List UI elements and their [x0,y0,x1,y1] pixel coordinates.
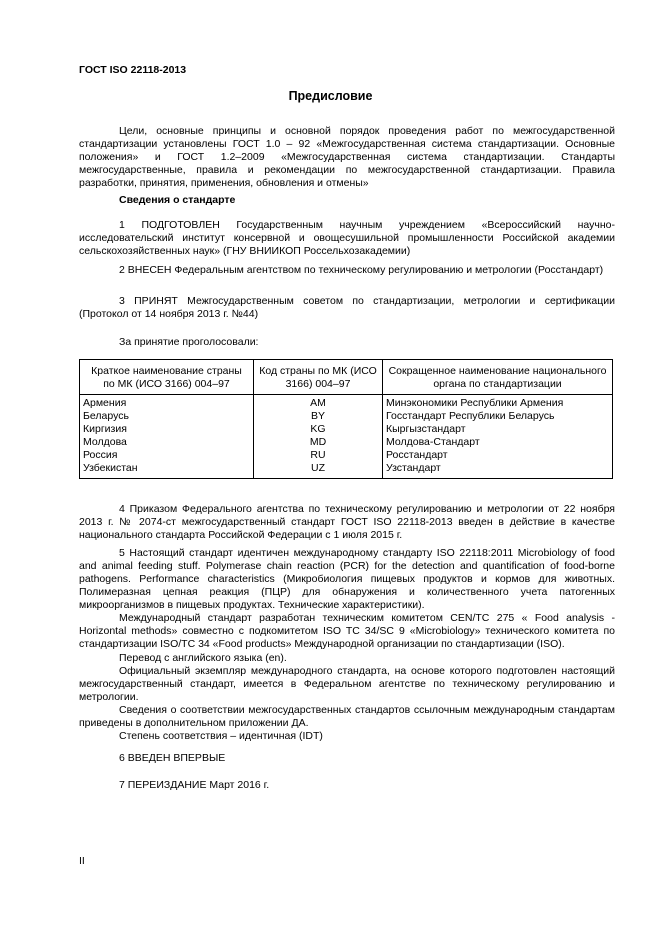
table-bodies-cell [383,395,613,479]
table-header-country: Краткое наименование страны по МК (ИСО 3166) 004–97 [80,360,254,395]
table-header-row [80,360,613,395]
table-cell-code: BY [310,410,325,422]
item-4: 4 Приказом Федерального агентства по техническому регулированию и метрологии от 22 ноября 2013 г. № 2074-ст межгосударственный стандарт ГОСТ ISO 22118-2013 введен в действие в качестве национального стандарта Российской Федерации с 1 июля 2015 г. [79,503,615,541]
table-cell-country: Россия [83,449,118,461]
table-cell-body: Минэкономики Республики Армения [386,397,564,409]
item-1: 1 ПОДГОТОВЛЕН Государственным научным учреждением «Всероссийский научно-исследовательский институт консервной и овощесушильной промышленности Российской академии сельскохозяйственных наук» (ГНУ ВНИИКОП Россельхозакадемии) [79,219,615,257]
table-header-body: Сокращенное наименование национального органа по стандартизации [383,360,613,395]
table-countries-cell [80,395,254,479]
table-cell-country: Армения [83,397,127,409]
item-3: 3 ПРИНЯТ Межгосударственным советом по стандартизации, метрологии и сертификации (Протокол от 14 ноября 2013 г. №44) [79,295,615,320]
section-heading: Сведения о стандарте [119,194,236,206]
table-cell-country: Киргизия [83,423,127,435]
table-body-row [80,395,613,479]
table-cell-body: Росстандарт [386,449,448,461]
document-code: ГОСТ ISO 22118-2013 [79,64,187,76]
item-5: 5 Настоящий стандарт идентичен международному стандарту ISO 22118:2011 Microbiology of food and animal feeding stuff. Polymerase chain reaction (PCR) for the detection and quantification of food-borne pathogens. Performance characteristics (Микробиология пищевых продуктов и кормов для животных. Полимеразная цепная реакция (ПЦР) для обнаружения и количественного учета патогенных микроорганизмов в пищевых продуктах. Технические характеристики). [79,547,615,611]
item-6: 6 ВВЕДЕН ВПЕРВЫЕ [119,752,226,764]
page-title: Предисловие [288,89,373,103]
table-cell-code: AM [310,397,326,409]
table-cell-country: Узбекистан [83,462,138,474]
item-2: 2 ВНЕСЕН Федеральным агентством по техническому регулированию и метрологии (Росстандарт) [119,264,604,276]
page-number: II [79,855,85,867]
member-states-table [79,359,613,479]
item-5-references: Сведения о соответствии межгосударственных стандартов ссылочным международным стандартам приведены в дополнительном приложении ДА. [79,704,615,729]
table-cell-code: MD [309,436,327,448]
table-cell-body: Кыргызстандарт [386,423,466,435]
table-cell-code: KG [310,423,326,435]
table-cell-body: Узстандарт [386,462,441,474]
intro-paragraph: Цели, основные принципы и основной порядок проведения работ по межгосударственной стандартизации установлены ГОСТ 1.0 – 92 «Межгосударственная система стандартизации. Основные положения» и ГОСТ 1.2–2009 «Межгосударственная система стандартизации. Стандарты межгосударственные, правила и рекомендации по межгосударственной стандартизации. Правила разработки, принятия, применения, обновления и отмены» [79,125,615,189]
table-codes-cell [254,395,383,479]
table-cell-body: Молдова-Стандарт [386,436,480,448]
item-7: 7 ПЕРЕИЗДАНИЕ Март 2016 г. [119,779,270,791]
item-5-translation: Перевод с английского языка (en). [119,652,287,664]
table-cell-country: Молдова [83,436,127,448]
vote-label: За принятие проголосовали: [119,336,259,348]
table-cell-code: RU [310,449,326,461]
item-5-degree: Степень соответствия – идентичная (IDT) [119,730,323,742]
item-5-committee: Международный стандарт разработан техническим комитетом CEN/TC 275 « Food analysis - Horizontal methods» совместно с подкомитетом ISO TC 34/SC 9 «Microbiology» технического комитета по стандартизации ISO/TC 34 «Food products» Международной организации по стандартизации (ISO). [79,612,615,650]
table-cell-country: Беларусь [83,410,129,422]
item-5-official-copy: Официальный экземпляр международного стандарта, на основе которого подготовлен настоящий межгосударственный стандарт, имеется в Федеральном агентстве по техническому регулированию и метрологии. [79,665,615,703]
table-cell-code: UZ [311,462,325,474]
table-cell-body: Госстандарт Республики Беларусь [386,410,555,422]
table-header-code: Код страны по МК (ИСО 3166) 004–97 [254,360,383,395]
